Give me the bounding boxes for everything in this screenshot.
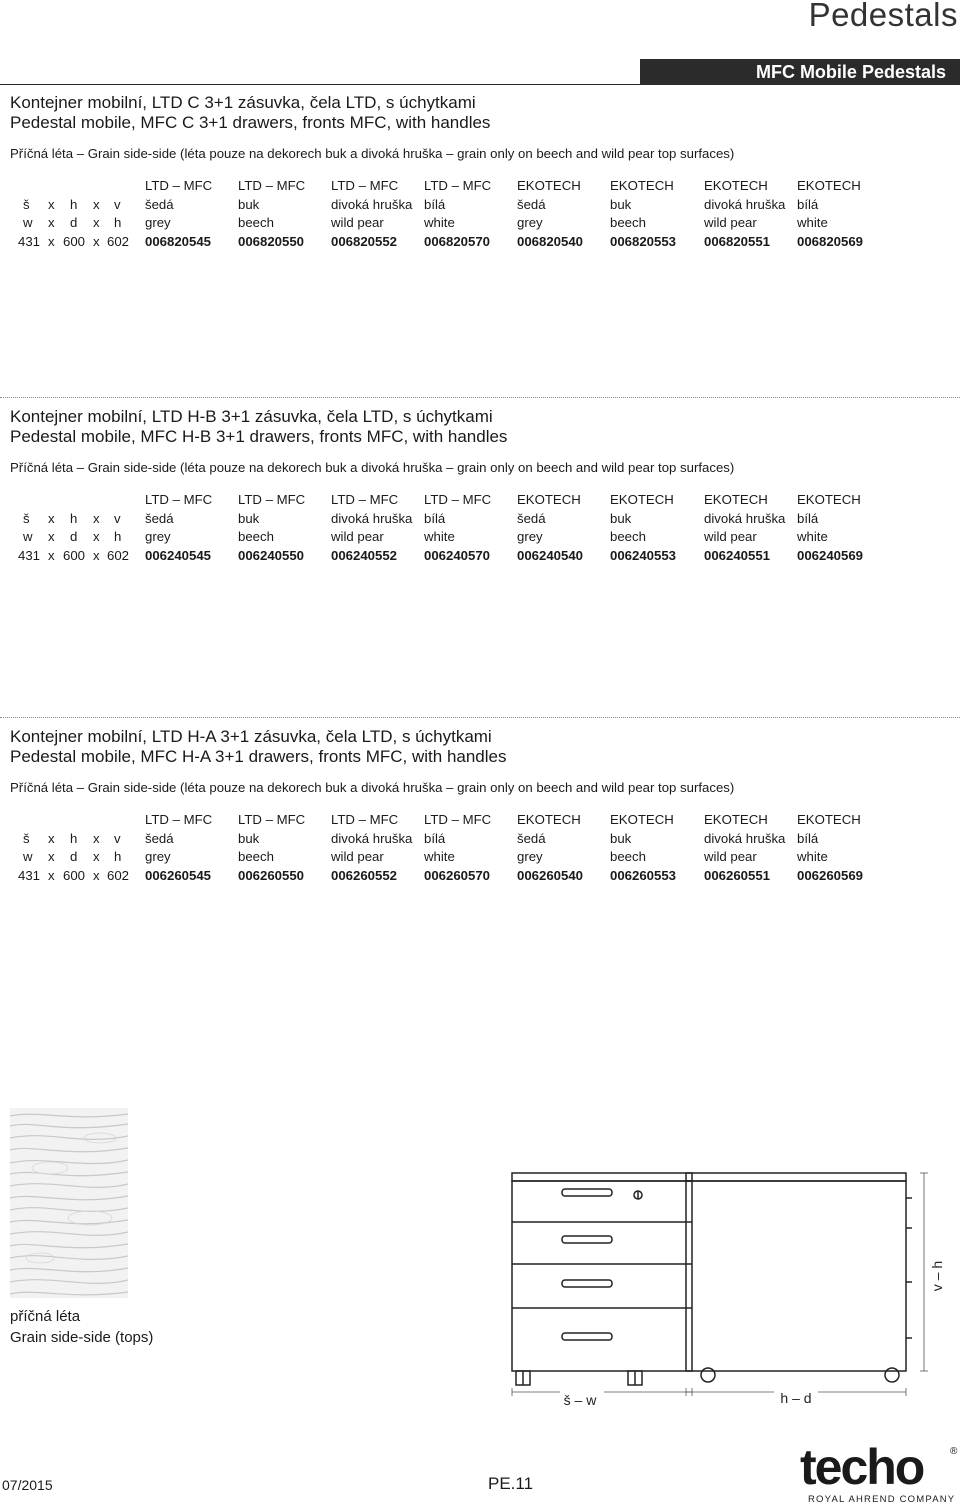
grain-note: Příčná léta – Grain side-side (léta pouze na dekorech buk a divoká hruška – grain only on beech and wild pear top surfaces) — [10, 146, 735, 161]
dimension-label: x — [93, 868, 100, 883]
section-divider — [0, 397, 960, 398]
material-label: EKOTECH — [797, 178, 861, 193]
color-label: divoká hruška — [704, 197, 786, 212]
product-code: 006240551 — [704, 548, 771, 563]
dimension-label: x — [48, 529, 55, 544]
color-label: white — [424, 215, 455, 230]
dimension-label: x — [48, 511, 55, 526]
material-row — [0, 812, 960, 830]
height-dimension-label: v – h — [929, 1260, 945, 1292]
dimension-label: h — [114, 215, 122, 230]
material-label: EKOTECH — [517, 178, 581, 193]
material-label: EKOTECH — [797, 492, 861, 507]
color-label: divoká hruška — [704, 511, 786, 526]
color-label: grey — [517, 529, 543, 544]
color-label: šedá — [517, 831, 546, 846]
color-label: divoká hruška — [331, 197, 413, 212]
color-label: divoká hruška — [331, 831, 413, 846]
section-title — [10, 727, 507, 767]
dimension-label: x — [48, 234, 55, 249]
dimension-label: 602 — [107, 234, 130, 249]
color-label: bílá — [797, 511, 819, 526]
code-row — [0, 234, 960, 252]
section-title-cz: Kontejner mobilní, LTD C 3+1 zásuvka, čela LTD, s úchytkami — [10, 93, 476, 112]
color-label: wild pear — [704, 215, 757, 230]
dimension-label: 600 — [63, 234, 86, 249]
grain-note: Příčná léta – Grain side-side (léta pouze na dekorech buk a divoká hruška – grain only on beech and wild pear top surfaces) — [10, 780, 735, 795]
material-label: EKOTECH — [704, 492, 768, 507]
material-label: LTD – MFC — [424, 492, 492, 507]
product-code: 006240553 — [610, 548, 677, 563]
product-code: 006260569 — [797, 868, 864, 883]
dimension-label: 600 — [63, 868, 86, 883]
dimension-label: d — [70, 215, 78, 230]
material-label: LTD – MFC — [145, 812, 213, 827]
material-label: LTD – MFC — [238, 492, 306, 507]
color-label: grey — [145, 215, 171, 230]
material-label: EKOTECH — [610, 178, 674, 193]
material-label: LTD – MFC — [331, 178, 399, 193]
material-label: LTD – MFC — [238, 812, 306, 827]
product-code: 006240545 — [145, 548, 212, 563]
dimension-label: x — [48, 831, 55, 846]
dimension-label: x — [48, 197, 55, 212]
dimension-label: x — [48, 849, 55, 864]
dimension-label: x — [93, 548, 100, 563]
product-code: 006820553 — [610, 234, 677, 249]
dimension-label: x — [93, 529, 100, 544]
product-code: 006260550 — [238, 868, 305, 883]
color-label: šedá — [145, 831, 174, 846]
grain-caption-en: Grain side-side (tops) — [10, 1329, 154, 1346]
section-title — [10, 93, 490, 133]
dimension-label: x — [93, 215, 100, 230]
color-label: white — [424, 529, 455, 544]
dimension-label: x — [93, 234, 100, 249]
grain-caption-cz: příčná léta — [10, 1308, 81, 1325]
page-title: Pedestals — [808, 0, 958, 33]
color-label: beech — [610, 529, 646, 544]
product-code: 006240552 — [331, 548, 398, 563]
color-cz-row — [0, 831, 960, 849]
material-label: LTD – MFC — [331, 812, 399, 827]
product-code: 006820570 — [424, 234, 491, 249]
color-label: beech — [610, 215, 646, 230]
pedestal-technical-drawing — [480, 1160, 960, 1420]
material-label: EKOTECH — [704, 812, 768, 827]
grain-note: Příčná léta – Grain side-side (léta pouze na dekorech buk a divoká hruška – grain only on beech and wild pear top surfaces) — [10, 460, 735, 475]
color-label: grey — [145, 849, 171, 864]
color-cz-row — [0, 197, 960, 215]
dimension-label: d — [70, 529, 78, 544]
product-code: 006820551 — [704, 234, 771, 249]
section-title-cz: Kontejner mobilní, LTD H-B 3+1 zásuvka, čela LTD, s úchytkami — [10, 407, 493, 426]
section-title-en: Pedestal mobile, MFC C 3+1 drawers, fronts MFC, with handles — [10, 113, 491, 132]
product-code: 006260570 — [424, 868, 491, 883]
color-label: bílá — [424, 511, 446, 526]
color-en-row — [0, 529, 960, 547]
width-dimension-label: š – w — [563, 1392, 597, 1408]
section-title-en: Pedestal mobile, MFC H-A 3+1 drawers, fronts MFC, with handles — [10, 747, 507, 766]
color-label: buk — [610, 511, 632, 526]
logo-word: techo — [800, 1440, 924, 1495]
material-label: LTD – MFC — [145, 492, 213, 507]
dimension-label: x — [93, 511, 100, 526]
color-label: buk — [238, 831, 260, 846]
depth-dimension-label: h – d — [780, 1390, 812, 1406]
dimension-label: 600 — [63, 548, 86, 563]
product-code: 006240569 — [797, 548, 864, 563]
product-code: 006820550 — [238, 234, 305, 249]
color-label: beech — [238, 849, 274, 864]
color-label: white — [797, 215, 828, 230]
color-label: bílá — [797, 831, 819, 846]
product-code: 006820552 — [331, 234, 398, 249]
material-row — [0, 492, 960, 510]
dimension-label: š — [23, 831, 30, 846]
header-rule — [0, 84, 960, 85]
dimension-label: x — [93, 831, 100, 846]
material-label: LTD – MFC — [331, 492, 399, 507]
dimension-label: š — [23, 197, 30, 212]
dimension-label: 602 — [107, 548, 130, 563]
dimension-label: h — [70, 511, 78, 526]
color-label: divoká hruška — [704, 831, 786, 846]
material-label: EKOTECH — [517, 812, 581, 827]
product-code: 006240570 — [424, 548, 491, 563]
color-label: wild pear — [331, 849, 384, 864]
material-label: EKOTECH — [517, 492, 581, 507]
material-label: EKOTECH — [704, 178, 768, 193]
section-divider — [0, 717, 960, 718]
product-code: 006260545 — [145, 868, 212, 883]
material-label: LTD – MFC — [424, 812, 492, 827]
dimension-label: 431 — [18, 234, 41, 249]
product-code: 006260551 — [704, 868, 771, 883]
dimension-label: x — [48, 868, 55, 883]
dimension-label: v — [114, 511, 121, 526]
code-row — [0, 868, 960, 886]
color-label: grey — [145, 529, 171, 544]
color-label: wild pear — [704, 849, 757, 864]
dimension-label: x — [93, 197, 100, 212]
color-en-row — [0, 215, 960, 233]
product-code: 006260552 — [331, 868, 398, 883]
dimension-label: h — [114, 849, 122, 864]
color-label: beech — [610, 849, 646, 864]
color-label: white — [424, 849, 455, 864]
logo-tagline: ROYAL AHREND COMPANY — [808, 1494, 956, 1505]
dimension-label: d — [70, 849, 78, 864]
dimension-label: 602 — [107, 868, 130, 883]
product-code: 006820540 — [517, 234, 584, 249]
color-label: divoká hruška — [331, 511, 413, 526]
dimension-label: x — [93, 849, 100, 864]
dimension-label: h — [70, 831, 78, 846]
color-label: wild pear — [704, 529, 757, 544]
footer-page-number: PE.11 — [488, 1474, 534, 1493]
dimension-label: v — [114, 197, 121, 212]
color-label: buk — [610, 831, 632, 846]
techo-logo — [800, 1440, 960, 1505]
section-title — [10, 407, 507, 447]
color-label: white — [797, 529, 828, 544]
color-label: buk — [238, 197, 260, 212]
category-header-bar: MFC Mobile Pedestals — [640, 59, 960, 85]
product-code: 006240550 — [238, 548, 305, 563]
color-label: grey — [517, 849, 543, 864]
dimension-label: w — [23, 849, 33, 864]
color-label: bílá — [797, 197, 819, 212]
material-label: EKOTECH — [610, 812, 674, 827]
color-label: šedá — [145, 197, 174, 212]
material-label: EKOTECH — [610, 492, 674, 507]
dimension-label: h — [114, 529, 122, 544]
code-row — [0, 548, 960, 566]
material-label: EKOTECH — [797, 812, 861, 827]
section-title-cz: Kontejner mobilní, LTD H-A 3+1 zásuvka, čela LTD, s úchytkami — [10, 727, 492, 746]
material-label: LTD – MFC — [238, 178, 306, 193]
color-label: buk — [238, 511, 260, 526]
color-label: grey — [517, 215, 543, 230]
color-label: bílá — [424, 197, 446, 212]
logo-registered-mark: ® — [950, 1446, 958, 1457]
color-label: wild pear — [331, 215, 384, 230]
color-label: beech — [238, 215, 274, 230]
section-title-en: Pedestal mobile, MFC H-B 3+1 drawers, fronts MFC, with handles — [10, 427, 508, 446]
dimension-label: š — [23, 511, 30, 526]
material-label: LTD – MFC — [424, 178, 492, 193]
wood-grain-swatch — [10, 1108, 128, 1298]
dimension-label: x — [48, 548, 55, 563]
product-code: 006820569 — [797, 234, 864, 249]
color-label: šedá — [517, 197, 546, 212]
product-code: 006260553 — [610, 868, 677, 883]
dimension-label: w — [23, 529, 33, 544]
color-label: bílá — [424, 831, 446, 846]
material-label: LTD – MFC — [145, 178, 213, 193]
color-label: beech — [238, 529, 274, 544]
dimension-label: w — [23, 215, 33, 230]
grain-caption — [10, 1306, 153, 1348]
product-code: 006240540 — [517, 548, 584, 563]
color-label: wild pear — [331, 529, 384, 544]
color-label: šedá — [145, 511, 174, 526]
product-code: 006820545 — [145, 234, 212, 249]
color-label: white — [797, 849, 828, 864]
material-row — [0, 178, 960, 196]
dimension-label: x — [48, 215, 55, 230]
color-cz-row — [0, 511, 960, 529]
color-en-row — [0, 849, 960, 867]
dimension-label: 431 — [18, 868, 41, 883]
product-code: 006260540 — [517, 868, 584, 883]
dimension-label: 431 — [18, 548, 41, 563]
footer-date: 07/2015 — [2, 1477, 53, 1493]
color-label: buk — [610, 197, 632, 212]
dimension-label: h — [70, 197, 78, 212]
dimension-label: v — [114, 831, 121, 846]
color-label: šedá — [517, 511, 546, 526]
